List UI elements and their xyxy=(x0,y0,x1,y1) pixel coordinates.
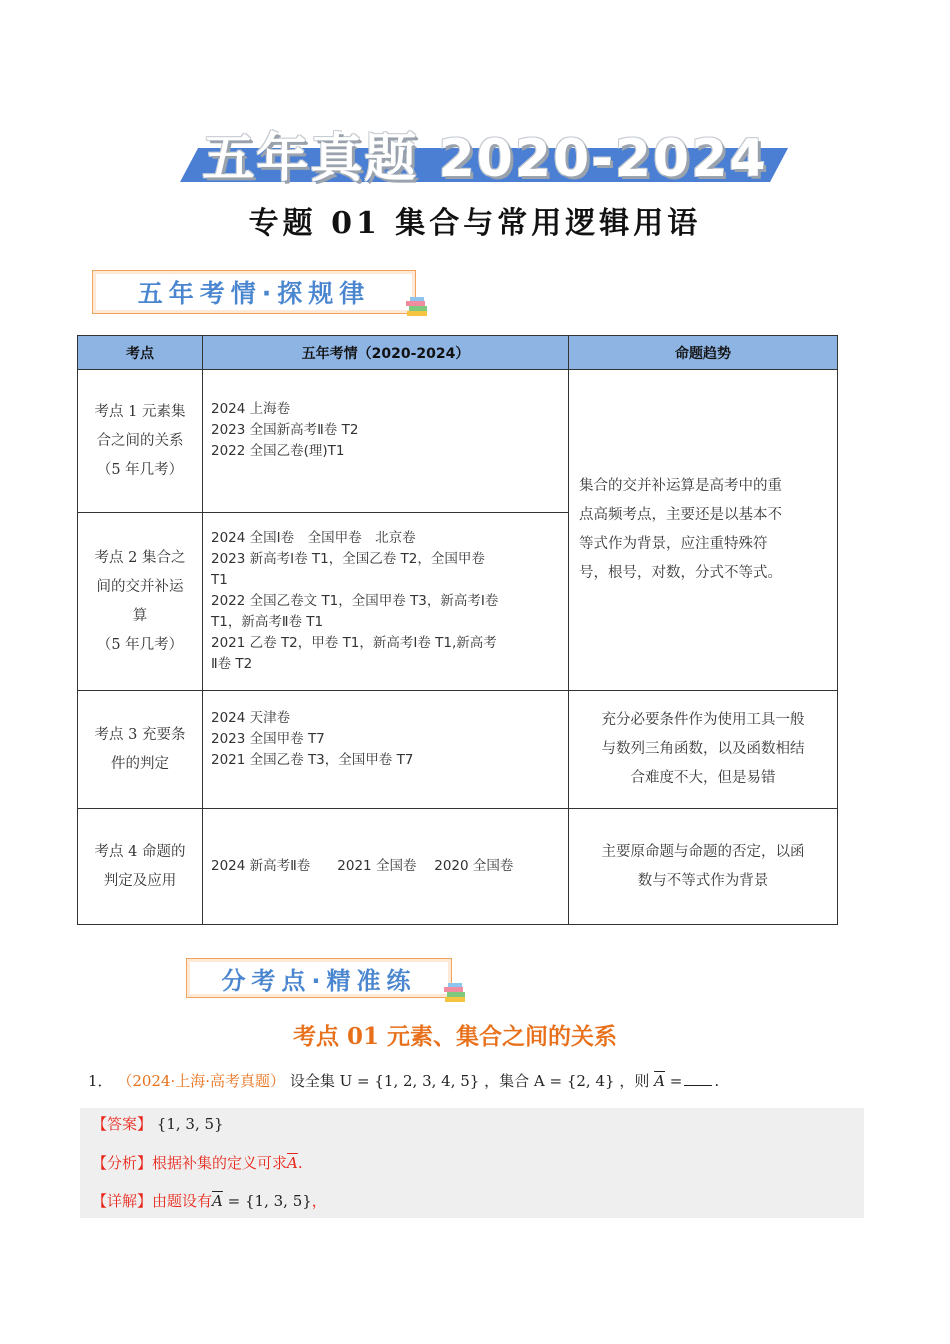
section-header-trends: 五年考情·探规律 xyxy=(92,270,416,314)
exam-line: 2021 乙卷 T2，甲卷 T1，新高考Ⅰ卷 T1,新高考 xyxy=(211,635,497,651)
exam-line: 2024 全国Ⅰ卷 全国甲卷 北京卷 xyxy=(211,530,416,546)
equals-sign: = xyxy=(669,1072,683,1090)
header-point: 考点 xyxy=(78,336,203,370)
table-row xyxy=(78,370,838,513)
complement-symbol: $\overline{A}$ xyxy=(287,1154,298,1172)
answer-line xyxy=(92,1113,224,1134)
question-1 xyxy=(88,1070,868,1091)
topic-title: 考点 01 元素、集合之间的关系 xyxy=(292,1023,618,1050)
analysis-line xyxy=(92,1152,303,1173)
exam-line: 2022 全国乙卷文 T1，全国甲卷 T3，新高考Ⅰ卷 xyxy=(211,593,499,609)
analysis-text: 根据补集的定义可求 xyxy=(152,1154,288,1172)
exams-cell xyxy=(203,370,569,513)
exam-line: 2024 天津卷 xyxy=(211,709,291,726)
exam-analysis-table xyxy=(77,335,838,925)
trend-cell xyxy=(569,809,838,925)
point-line: 算 xyxy=(132,607,148,624)
exam-line: Ⅱ卷 T2 xyxy=(211,656,253,672)
point-cell xyxy=(78,513,203,691)
detail-end: ， xyxy=(311,1192,327,1210)
question-text: ，集合 xyxy=(484,1072,530,1090)
complement-symbol: $\overline{A}$ xyxy=(212,1192,223,1210)
detail-text: 由题设有 xyxy=(152,1192,213,1210)
trend-line: 数与不等式作为背景 xyxy=(637,872,769,889)
answer-value: {1, 3, 5} xyxy=(156,1115,224,1133)
point-line: 考点 3 充要条 xyxy=(94,726,186,743)
answer-tag: 【答案】 xyxy=(92,1115,153,1133)
set-u: U = {1, 2, 3, 4, 5} xyxy=(339,1072,480,1090)
detail-line xyxy=(92,1190,327,1211)
question-text: ，则 xyxy=(619,1072,650,1090)
point-line: 件的判定 xyxy=(111,755,169,772)
trend-line: 与数列三角函数，以及函数相结 xyxy=(601,741,805,757)
banner-text: 五年真题 2020-2024 xyxy=(202,129,768,189)
complement-symbol: $\overline{A}$ xyxy=(654,1072,665,1090)
analysis-end: . xyxy=(297,1154,303,1172)
set-a: A = {2, 4} xyxy=(533,1072,615,1090)
exam-line: 2024 新高考Ⅱ卷 2021 全国卷 2020 全国卷 xyxy=(211,858,514,874)
title-banner xyxy=(180,112,770,189)
question-source: （2024·上海·高考真题） xyxy=(117,1072,286,1090)
exam-line: 2023 新高考Ⅰ卷 T1，全国乙卷 T2，全国甲卷 xyxy=(211,551,485,567)
subject-title: 专题 01 集合与常用逻辑用语 xyxy=(248,206,702,241)
exam-line: T1 xyxy=(211,572,228,588)
header-exams: 五年考情（2020-2024） xyxy=(203,336,569,370)
question-number: 1． xyxy=(88,1072,113,1090)
table-row xyxy=(78,809,838,925)
exams-cell xyxy=(203,513,569,691)
point-line: 合之间的关系 xyxy=(96,432,184,449)
point-cell xyxy=(78,809,203,925)
point-line: 考点 2 集合之 xyxy=(94,549,186,566)
point-cell xyxy=(78,691,203,809)
trend-line: 集合的交并补运算是高考中的重 xyxy=(579,478,782,494)
exam-line: 2024 上海卷 xyxy=(211,401,291,417)
table-header-row xyxy=(78,336,838,370)
point-line: 判定及应用 xyxy=(103,872,177,889)
question-text: 设全集 xyxy=(289,1072,335,1090)
exam-line: 2021 全国乙卷 T3，全国甲卷 T7 xyxy=(211,751,414,768)
exams-cell xyxy=(203,809,569,925)
detail-tag: 【详解】 xyxy=(92,1192,153,1210)
exam-line: 2023 全国新高考Ⅱ卷 T2 xyxy=(211,422,359,438)
exam-line: 2023 全国甲卷 T7 xyxy=(211,730,325,747)
trend-cell-merged xyxy=(569,370,838,691)
header-trend: 命题趋势 xyxy=(569,336,838,370)
trend-line: 充分必要条件作为使用工具一般 xyxy=(601,712,805,728)
books-icon xyxy=(442,980,468,1006)
trend-line: 主要原命题与命题的否定，以函 xyxy=(601,843,805,860)
trend-line: 等式作为背景，应注重特殊符 xyxy=(579,536,768,552)
table-row xyxy=(78,691,838,809)
detail-value: = {1, 3, 5} xyxy=(227,1192,312,1210)
trend-line: 号，根号，对数，分式不等式。 xyxy=(579,565,782,581)
point-cell xyxy=(78,370,203,513)
exam-line: 2022 全国乙卷(理)T1 xyxy=(211,443,345,459)
point-line: 考点 4 命题的 xyxy=(94,843,186,860)
exams-cell xyxy=(203,691,569,809)
section-header-practice: 分考点·精准练 xyxy=(186,958,452,998)
point-line: （5 年几考） xyxy=(96,636,184,653)
analysis-tag: 【分析】 xyxy=(92,1154,153,1172)
trend-cell xyxy=(569,691,838,809)
trend-line: 点高频考点，主要还是以基本不 xyxy=(579,507,782,523)
point-line: （5 年几考） xyxy=(96,461,184,478)
answer-blank xyxy=(684,1085,712,1086)
point-line: 考点 1 元素集 xyxy=(94,403,186,420)
books-icon xyxy=(404,294,430,320)
question-end: . xyxy=(714,1072,720,1090)
trend-line: 合难度不大，但是易错 xyxy=(630,770,776,786)
exam-line: T1，新高考Ⅱ卷 T1 xyxy=(211,614,324,630)
point-line: 间的交并补运 xyxy=(96,578,184,595)
